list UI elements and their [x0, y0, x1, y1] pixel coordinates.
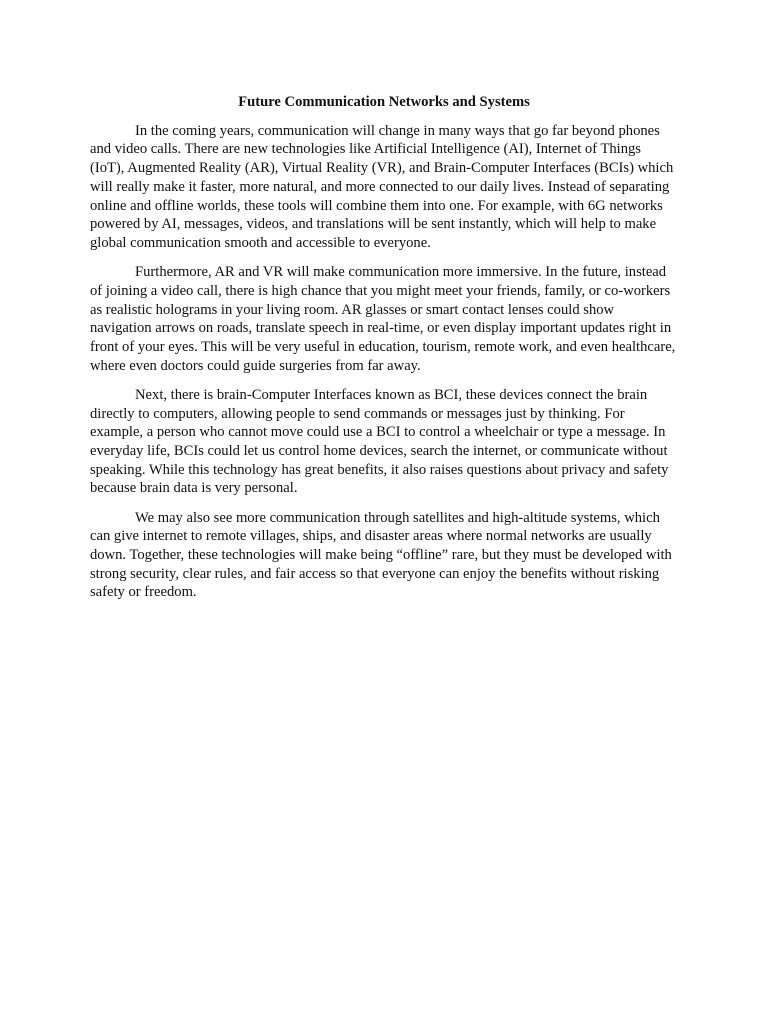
- paragraph-1: In the coming years, communication will change in many ways that go far beyond phones and video calls. There are new technologies like Artificial Intelligence (AI), Internet of Things (IoT), Augmented Reality (AR), Virtual Reality (VR), and Brain-Computer Interfaces (BCIs) which will really make it faster, more natural, and more connected to our daily lives. Instead of separating online and offline worlds, these tools will combine them into one. For example, with 6G networks powered by AI, messages, videos, and translations will be sent instantly, which will help to make global communication smooth and accessible to everyone.: [90, 122, 674, 251]
- paragraph-2: Furthermore, AR and VR will make communication more immersive. In the future, instead of joining a video call, there is high chance that you might meet your friends, family, or co-workers as realistic holograms in your living room. AR glasses or smart contact lenses could show navigation arrows on roads, translate speech in real-time, or even display important updates right in front of your eyes. This will be very useful in education, tourism, remote work, and even healthcare, where even doctors could guide surgeries from far away.: [90, 264, 676, 374]
- document-title: Future Communication Networks and Systems: [238, 94, 530, 110]
- paragraph-3: Next, there is brain-Computer Interfaces known as BCI, these devices connect the brain directly to computers, allowing people to send commands or messages just by thinking. For example, a person who cannot move could use a BCI to control a wheelchair or type a message. In everyday life, BCIs could let us control home devices, search the internet, or communicate without speaking. While this technology has great benefits, it also raises questions about privacy and safety because brain data is very personal.: [90, 386, 669, 497]
- paragraph-4: We may also see more communication through satellites and high-altitude systems, which can give internet to remote villages, ships, and disaster areas where normal networks are usually down. Together, these technologies will make being “offline” rare, but they must be developed with strong security, clear rules, and fair access so that everyone can enjoy the benefits without risking safety or freedom.: [90, 509, 672, 601]
- document-body: [90, 93, 678, 613]
